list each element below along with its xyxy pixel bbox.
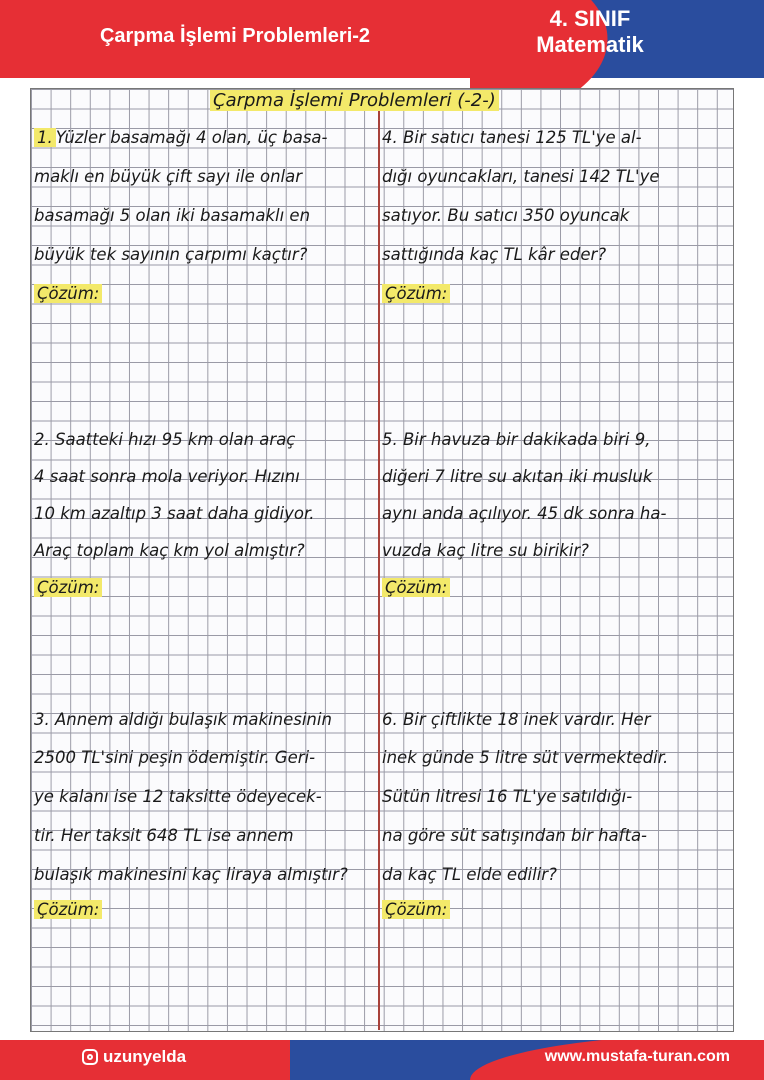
problem-line: dığı oyuncakları, tanesi 142 TL'ye — [382, 167, 660, 186]
solution-label: Çözüm: — [382, 900, 450, 919]
problem-line: inek günde 5 litre süt vermektedir. — [382, 748, 669, 767]
solution-label: Çözüm: — [34, 578, 102, 597]
problem-line: satıyor. Bu satıcı 350 oyuncak — [382, 206, 630, 225]
problem-line: Yüzler basamağı 4 olan, üç basa- — [55, 128, 328, 147]
instagram-handle[interactable] — [82, 1047, 186, 1067]
website-link[interactable]: www.mustafa-turan.com — [544, 1048, 730, 1065]
problem-line: Sütün litresi 16 TL'ye satıldığı- — [382, 787, 633, 806]
problem-line: 4 saat sonra mola veriyor. Hızını — [34, 467, 300, 486]
problem-line: basamağı 5 olan iki basamaklı en — [34, 206, 311, 225]
solution-label: Çözüm: — [382, 578, 450, 597]
problem-line: 2500 TL'sini peşin ödemiştir. Geri- — [34, 748, 316, 767]
problem-line: bulaşık makinesini kaç liraya almıştır? — [34, 865, 348, 884]
grade-label: 4. SINIF — [549, 6, 631, 31]
problem-line: Araç toplam kaç km yol almıştır? — [34, 541, 305, 560]
solution-label: Çözüm: — [34, 900, 102, 919]
problem-line: 10 km azaltıp 3 saat daha gidiyor. — [34, 504, 315, 523]
grid-paper — [30, 88, 734, 1032]
solution-label: Çözüm: — [34, 284, 102, 303]
instagram-icon — [82, 1049, 98, 1065]
grade-subject — [470, 6, 710, 58]
problem-line: 2. Saatteki hızı 95 km olan araç — [34, 430, 296, 449]
problem-line: maklı en büyük çift sayı ile onlar — [34, 167, 303, 186]
problem-line: 4. Bir satıcı tanesi 125 TL'ye al- — [382, 128, 642, 147]
solution-label: Çözüm: — [382, 284, 450, 303]
problem-line: aynı anda açılıyor. 45 dk sonra ha- — [382, 504, 667, 523]
problem-line: sattığında kaç TL kâr eder? — [382, 245, 607, 264]
problem-line: ye kalanı ise 12 taksitte ödeyecek- — [34, 787, 322, 806]
problem-line: vuzda kaç litre su birikir? — [382, 541, 589, 560]
center-divider — [378, 90, 380, 1030]
problem-line: 3. Annem aldığı bulaşık makinesinin — [34, 710, 332, 729]
worksheet-heading: Çarpma İşlemi Problemleri (-2-) — [210, 90, 499, 111]
problem-line: büyük tek sayının çarpımı kaçtır? — [34, 245, 308, 264]
problem-line: diğeri 7 litre su akıtan iki musluk — [382, 467, 653, 486]
problem-line: na göre süt satışından bir hafta- — [382, 826, 648, 845]
problem-line: 5. Bir havuza bir dakikada biri 9, — [382, 430, 651, 449]
problem-line: tir. Her taksit 648 TL ise annem — [34, 826, 294, 845]
instagram-username: uzunyelda — [103, 1047, 187, 1066]
problem-line: da kaç TL elde edilir? — [382, 865, 557, 884]
page-title: Çarpma İşlemi Problemleri-2 — [99, 24, 371, 47]
problem-number: 1. — [34, 128, 56, 147]
subject-label: Matematik — [536, 32, 644, 57]
problem-line: 6. Bir çiftlikte 18 inek vardır. Her — [382, 710, 651, 729]
